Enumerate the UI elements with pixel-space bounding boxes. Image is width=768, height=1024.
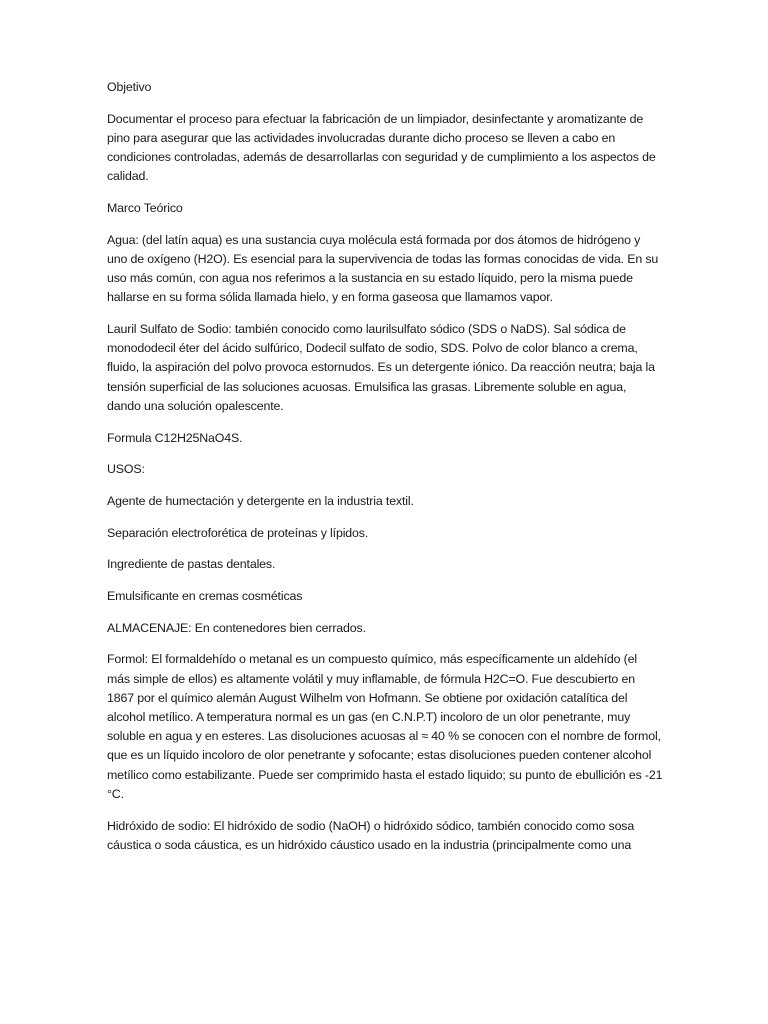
formol-paragraph: Formol: El formaldehído o metanal es un compuesto químico, más específicamente un aldehído (el más simple de ellos) es altamente volátil y muy inflamable, de fórmula H2C=O. Fue descubierto en 1867 por el químico alemán August Wilhelm von Hofmann. Se obtiene por oxidación catalítica del alcohol metílico. A temperatura normal es un gas (en C.N.P.T) incoloro de un olor penetrante, muy soluble en agua y en esteres. Las disoluciones acuosas al ≈ 40 % se conocen con el nombre de formol, que es un líquido incoloro de olor penetrante y sofocante; estas disoluciones pueden contener alcohol metílico como estabilizante. Puede ser comprimido hasta el estado liquido; su punto de ebullición es -21 °C. [107,652,663,801]
formula-line: Formula C12H25NaO4S. [107,430,243,445]
usos-item: Agente de humectación y detergente en la industria textil. [107,493,414,508]
lauril-sulfato-paragraph: Lauril Sulfato de Sodio: también conocido como laurilsulfato sódico (SDS o NaDS). Sal sódica de monododecil éter del ácido sulfúrico, Dodecil sulfato de sodio, SDS. Polvo de color blanco a crema, fluido, la aspiración del polvo provoca estornudos. Es un detergente iónico. Da reacción neutra; baja la tensión superficial de las soluciones acuosas. Emulsifica las grasas. Libremente soluble en agua, dando una solución opalescente. [107,322,655,413]
usos-item: Emulsificante en cremas cosméticas [107,589,303,604]
usos-heading: USOS: [107,462,145,477]
almacenaje-line: ALMACENAJE: En contenedores bien cerrados. [107,620,366,635]
usos-item: Ingrediente de pastas dentales. [107,557,276,572]
hidroxido-paragraph: Hidróxido de sodio: El hidróxido de sodio (NaOH) o hidróxido sódico, también conocido como sosa cáustica o soda cáustica, es un hidróxido cáustico usado en la industria (principalmente como una [107,818,635,852]
objetivo-heading: Objetivo [107,80,152,94]
marco-teorico-heading: Marco Teórico [107,201,183,216]
agua-paragraph: Agua: (del latín aqua) es una sustancia cuya molécula está formada por dos átomos de hidrógeno y uno de oxígeno (H2O). Es esencial para la supervivencia de todas las formas conocidas de vida. En su uso más común, con agua nos referimos a la sustancia en su estado líquido, pero la misma puede hallarse en su forma sólida llamada hielo, y en forma gaseosa que llamamos vapor. [107,232,659,305]
usos-item: Separación electroforética de proteínas y lípidos. [107,525,369,540]
objetivo-paragraph: Documentar el proceso para efectuar la fabricación de un limpiador, desinfectante y aromatizante de pino para asegurar que las actividades involucradas durante dicho proceso se lleven a cabo en condiciones controladas, además de desarrollarlas con seguridad y de cumplimiento a los aspectos de calidad. [107,111,656,184]
document-page [107,78,663,868]
